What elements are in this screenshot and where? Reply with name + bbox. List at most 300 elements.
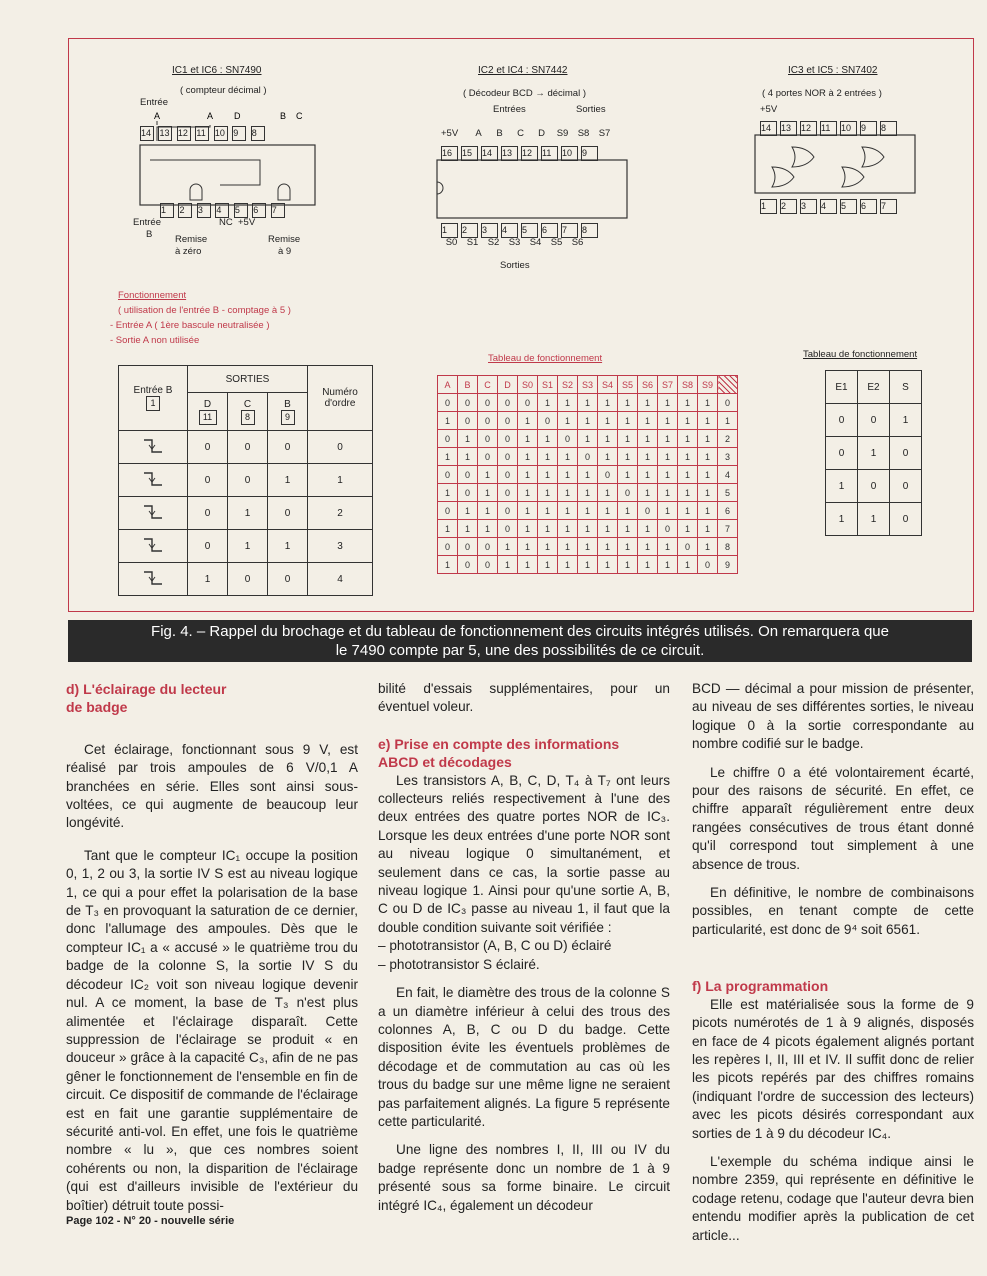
- t2-row: [438, 556, 738, 574]
- t3-cell: 0: [826, 404, 858, 437]
- col2-paragraph: En fait, le diamètre des trous de la colonne S a un diamètre inférieur à celui des trous des colonnes A, B, C ou D du badge. Cette disposition évite les éventuels problèmes de décodage et de commutation au cas où les trous du badge sur une même ligne ne seraient pas parfaitement alignés. La figure 5 représente cette particularité.: [378, 985, 670, 1129]
- ic2-truth-table: [437, 375, 738, 574]
- t2-cell: 1: [698, 520, 718, 538]
- t2-cell: 1: [518, 502, 538, 520]
- ic1-remise-9-2: à 9: [278, 246, 292, 257]
- t2-cell: 1: [618, 430, 638, 448]
- ic1-pin: 5: [234, 203, 248, 218]
- t2-header-cell: S7: [658, 376, 678, 394]
- t2-header-cell: S5: [618, 376, 638, 394]
- t2-cell: 6: [718, 502, 738, 520]
- t2-cell: 1: [538, 502, 558, 520]
- col2-paragraph: bilité d'essais supplémentaires, pour un éventuel voleur.: [378, 681, 670, 715]
- t2-cell: 2: [718, 430, 738, 448]
- ic-pin: 9: [860, 121, 877, 136]
- ic-pin-label: S3: [508, 237, 521, 248]
- t1-output-cell: 1: [188, 563, 228, 596]
- t2-cell: 0: [498, 430, 518, 448]
- t3-cell: 0: [858, 404, 890, 437]
- t2-header-cell: A: [438, 376, 458, 394]
- t2-cell: 1: [478, 484, 498, 502]
- ic2-body: [434, 157, 634, 222]
- t3-cell: 1: [826, 470, 858, 503]
- t2-cell: 1: [558, 520, 578, 538]
- ic1-remise-zero: Remise: [175, 234, 208, 245]
- t3-row: [826, 437, 922, 470]
- ic-pin-label: S2: [487, 237, 500, 248]
- ic-pin: 2: [780, 199, 797, 214]
- t3-header-cell: E1: [826, 371, 858, 404]
- ic1-title: IC1 et IC6 : SN7490: [172, 65, 262, 76]
- t2-cell: 1: [678, 448, 698, 466]
- t1-col-b-text: B: [284, 398, 291, 410]
- t3-cell: 1: [858, 437, 890, 470]
- t3-cell: 0: [826, 437, 858, 470]
- t2-cell: 1: [518, 556, 538, 574]
- t1-output-cell: 0: [188, 464, 228, 497]
- t1-clock-edge: [119, 464, 188, 497]
- t2-cell: 1: [718, 412, 738, 430]
- t2-cell: 1: [678, 484, 698, 502]
- ic-pin-label: S7: [598, 128, 611, 139]
- ic1-top-pins: [140, 123, 265, 141]
- t2-cell: 0: [438, 466, 458, 484]
- t2-cell: 0: [718, 394, 738, 412]
- t2-cell: 1: [618, 538, 638, 556]
- ic-pin: 2: [461, 223, 478, 238]
- t2-cell: 1: [558, 466, 578, 484]
- ic-pin-label: B: [496, 128, 503, 139]
- ic1-pin: 1: [160, 203, 174, 218]
- ic1-pin: 13: [158, 126, 172, 141]
- t3-row: [826, 503, 922, 536]
- t2-cell: 1: [538, 538, 558, 556]
- nor-truth-table: [825, 370, 922, 536]
- page-footer: Page 102 - N° 20 - nouvelle série: [66, 1215, 235, 1227]
- t1-output-cell: 0: [268, 431, 308, 464]
- t2-cell: 1: [578, 394, 598, 412]
- t3-cell: 0: [890, 470, 922, 503]
- t2-cell: 1: [678, 394, 698, 412]
- t3-header-cell: E2: [858, 371, 890, 404]
- ic-pin: 6: [860, 199, 877, 214]
- t2-cell: 1: [518, 430, 538, 448]
- svg-text:B: B: [280, 111, 287, 121]
- ic1-pin: 6: [252, 203, 266, 218]
- ic-pin-label: S5: [550, 237, 563, 248]
- t2-cell: 1: [638, 466, 658, 484]
- ic3-title: IC3 et IC5 : SN7402: [788, 65, 878, 76]
- t2-cell: 1: [698, 430, 718, 448]
- t2-cell: 1: [538, 394, 558, 412]
- t1-output-cell: 0: [188, 497, 228, 530]
- t2-cell: 1: [558, 556, 578, 574]
- t2-cell: 1: [518, 538, 538, 556]
- col2-paragraph: Une ligne des nombres I, II, III ou IV du badge représente donc un nombre de 1 à 9 présenté sous sa forme binaire. Le circuit intégré IC₄, également un décodeur: [378, 1142, 670, 1213]
- ic-pin-label: S6: [571, 237, 584, 248]
- ic3-subtitle: ( 4 portes NOR à 2 entrées ): [762, 88, 882, 99]
- ic1-5v-label: +5V: [238, 217, 256, 228]
- t2-header-cell: S8: [678, 376, 698, 394]
- ic1-remise-zero-2: à zéro: [175, 246, 202, 257]
- t2-cell: 1: [598, 394, 618, 412]
- t1-header-numero: Numéro d'ordre: [308, 366, 373, 431]
- t2-cell: 1: [638, 484, 658, 502]
- t2-cell: 0: [478, 394, 498, 412]
- t2-cell: 1: [558, 412, 578, 430]
- ic1-pin: 14: [140, 126, 154, 141]
- t2-cell: 1: [478, 466, 498, 484]
- t2-cell: 1: [578, 538, 598, 556]
- t2-cell: 0: [438, 394, 458, 412]
- t2-cell: 1: [558, 484, 578, 502]
- fonctionnement-line1: ( utilisation de l'entrée B - comptage à 5 ): [118, 305, 291, 316]
- svg-text:A: A: [154, 111, 161, 121]
- t2-cell: 0: [658, 520, 678, 538]
- t2-cell: 1: [658, 412, 678, 430]
- t1-output-cell: 1: [228, 530, 268, 563]
- t2-cell: 0: [498, 502, 518, 520]
- t2-cell: 0: [618, 484, 638, 502]
- t1-row: [119, 530, 373, 563]
- ic-pin: 3: [481, 223, 498, 238]
- t1-col-b: [268, 393, 308, 431]
- t1-output-cell: 1: [268, 530, 308, 563]
- ic-pin-label: D: [538, 128, 545, 139]
- t2-cell: 1: [658, 556, 678, 574]
- t2-cell: 0: [478, 430, 498, 448]
- t2-header-cell: D: [498, 376, 518, 394]
- ic1-pin: 10: [214, 126, 228, 141]
- t2-cell: 1: [638, 430, 658, 448]
- ic2-sorties-top-label: Sorties: [576, 104, 606, 115]
- t1-output-cell: 0: [228, 464, 268, 497]
- t2-row: [438, 466, 738, 484]
- ic-pin: 13: [780, 121, 797, 136]
- t2-cell: 1: [698, 466, 718, 484]
- ic-pin: 11: [820, 121, 837, 136]
- t2-cell: 1: [578, 466, 598, 484]
- t1-pin-b: 1: [146, 396, 160, 411]
- t2-header-cell: S2: [558, 376, 578, 394]
- t2-cell: 1: [518, 466, 538, 484]
- t2-cell: 1: [698, 502, 718, 520]
- ic2-5v-label: +5V: [441, 128, 459, 139]
- t2-cell: 1: [458, 520, 478, 538]
- ic1-entree-label: Entrée: [140, 97, 168, 108]
- t1-order-cell: 1: [308, 464, 373, 497]
- t2-cell: 1: [598, 502, 618, 520]
- t2-cell: 1: [638, 556, 658, 574]
- t1-pin-d: 11: [199, 410, 217, 425]
- t1-pin-c: 8: [241, 410, 255, 425]
- col3-paragraph: BCD — décimal a pour mission de présenter, au niveau de ses différentes sorties, le niveau logique 0 à la sortie correspondante au nombre codifié sur le badge.: [692, 681, 974, 752]
- ic-pin: 12: [800, 121, 817, 136]
- t3-cell: 1: [826, 503, 858, 536]
- t1-order-cell: 4: [308, 563, 373, 596]
- t2-row: [438, 520, 738, 538]
- t2-cell: 8: [718, 538, 738, 556]
- t2-row: [438, 538, 738, 556]
- ic-pin: 8: [581, 223, 598, 238]
- t2-cell: 1: [698, 412, 718, 430]
- t2-cell: 1: [438, 412, 458, 430]
- t2-cell: 1: [558, 394, 578, 412]
- ic1-pin: 3: [197, 203, 211, 218]
- t2-cell: 1: [558, 538, 578, 556]
- t2-cell: 4: [718, 466, 738, 484]
- t2-cell: 1: [578, 412, 598, 430]
- t2-cell: 1: [438, 520, 458, 538]
- t2-cell: 0: [458, 412, 478, 430]
- t2-cell: 1: [678, 556, 698, 574]
- t2-cell: 1: [538, 430, 558, 448]
- t2-cell: 1: [478, 502, 498, 520]
- ic-pin: 14: [760, 121, 777, 136]
- t2-cell: 1: [458, 502, 478, 520]
- t1-output-cell: 0: [268, 497, 308, 530]
- t2-cell: 0: [498, 466, 518, 484]
- t1-clock-edge: [119, 563, 188, 596]
- t2-cell: 1: [618, 412, 638, 430]
- t2-cell: 1: [578, 502, 598, 520]
- ic1-pin: 11: [195, 126, 209, 141]
- t2-cell: 0: [438, 538, 458, 556]
- section-e-heading-2: ABCD et décodages: [378, 754, 512, 771]
- ic-pin: 12: [521, 146, 538, 161]
- t2-cell: 1: [438, 448, 458, 466]
- t1-col-c-text: C: [243, 398, 252, 410]
- t2-cell: 1: [658, 502, 678, 520]
- t1-output-cell: 0: [228, 431, 268, 464]
- ic1-remise-9: Remise: [268, 234, 301, 245]
- fonctionnement-line2: - Entrée A ( 1ère bascule neutralisée ): [110, 320, 270, 331]
- ic1-subtitle: ( compteur décimal ): [180, 85, 267, 96]
- t1-row: [119, 563, 373, 596]
- t1-output-cell: 0: [188, 530, 228, 563]
- ic-pin: 5: [840, 199, 857, 214]
- t3-cell: 1: [858, 503, 890, 536]
- t2-cell: 1: [678, 520, 698, 538]
- ic-pin: 4: [501, 223, 518, 238]
- table2-title: Tableau de fonctionnement: [488, 353, 603, 364]
- t2-cell: 0: [458, 394, 478, 412]
- t2-cell: 0: [458, 556, 478, 574]
- t2-cell: 0: [458, 538, 478, 556]
- ic3-5v-label: +5V: [760, 104, 778, 115]
- ic-pin: 7: [880, 199, 897, 214]
- t2-cell: 0: [478, 448, 498, 466]
- t1-order-cell: 3: [308, 530, 373, 563]
- t2-cell: 1: [638, 520, 658, 538]
- t3-cell: 1: [890, 404, 922, 437]
- t2-cell: 1: [638, 448, 658, 466]
- ic-pin: 3: [800, 199, 817, 214]
- t2-cell: 1: [558, 502, 578, 520]
- t2-cell: 1: [578, 430, 598, 448]
- t2-header-cell: B: [458, 376, 478, 394]
- t2-cell: 0: [678, 538, 698, 556]
- ic-pin: 10: [840, 121, 857, 136]
- t2-cell: 0: [598, 466, 618, 484]
- t3-header-cell: S: [890, 371, 922, 404]
- ic1-pin: 4: [215, 203, 229, 218]
- t2-cell: 1: [498, 556, 518, 574]
- col2-paragraph: Les transistors A, B, C, D, T₄ à T₇ ont leurs collecteurs reliés respectivement à l'une des deux entrées des quatre portes NOR de IC₃. Lorsque les deux entrées d'une porte NOR sont au niveau logique 0 simultanément, et seulement dans ce cas, la sortie passe au niveau logique 1. Ainsi pour qu'une sortie A, B, C ou D de IC₃ passe au niveau 1, il faut que la double condition suivante soit vérifiée :: [378, 772, 670, 935]
- t2-cell: 1: [678, 430, 698, 448]
- t2-cell: 1: [518, 448, 538, 466]
- ic-pin: 7: [561, 223, 578, 238]
- ic1-bottom-pins: [160, 200, 285, 218]
- t1-output-cell: 0: [228, 563, 268, 596]
- t2-cell: 1: [598, 412, 618, 430]
- t1-row: [119, 431, 373, 464]
- column-1: [66, 680, 358, 1215]
- t2-cell: 1: [698, 394, 718, 412]
- t2-cell: 1: [618, 466, 638, 484]
- t2-cell: 1: [478, 520, 498, 538]
- t2-cell: 1: [538, 520, 558, 538]
- ic-pin: 11: [541, 146, 558, 161]
- t2-cell: 0: [438, 430, 458, 448]
- t2-header-cell: [718, 376, 738, 394]
- t2-cell: 1: [458, 430, 478, 448]
- svg-text:C: C: [296, 111, 303, 121]
- ic2-entrees-label: Entrées: [493, 104, 526, 115]
- t2-cell: 5: [718, 484, 738, 502]
- t2-cell: 0: [698, 556, 718, 574]
- ic-pin-label: S8: [577, 128, 590, 139]
- t1-header-sorties: SORTIES: [188, 366, 308, 393]
- fonctionnement-title: Fonctionnement: [118, 290, 187, 301]
- section-e-heading: e) Prise en compte des informations: [378, 735, 620, 752]
- t1-row: [119, 497, 373, 530]
- ic-pin-label: C: [517, 128, 524, 139]
- section-d-heading-2: de badge: [66, 699, 128, 716]
- t2-cell: 1: [518, 520, 538, 538]
- ic1-entree-b-letter: B: [146, 229, 153, 240]
- t2-cell: 1: [578, 520, 598, 538]
- ic2-sorties-bottom-label: Sorties: [500, 260, 530, 271]
- col2-list-item: – phototransistor (A, B, C ou D) éclairé: [378, 938, 612, 954]
- t2-cell: 1: [498, 538, 518, 556]
- t2-cell: 1: [538, 466, 558, 484]
- ic1-nc-label: NC: [219, 217, 233, 228]
- t2-cell: 1: [598, 556, 618, 574]
- t2-cell: 0: [538, 412, 558, 430]
- col3-paragraph: En définitive, le nombre de combinaisons possibles, en tenant compte de cette particularité, est donc de 9⁴ soit 6561.: [692, 885, 974, 937]
- t2-cell: 0: [578, 448, 598, 466]
- t2-cell: 1: [698, 538, 718, 556]
- t2-row: [438, 430, 738, 448]
- t1-order-cell: 0: [308, 431, 373, 464]
- t1-output-cell: 1: [268, 464, 308, 497]
- t2-cell: 0: [558, 430, 578, 448]
- figure-caption: [68, 620, 972, 662]
- t2-cell: 1: [598, 430, 618, 448]
- t2-cell: 1: [678, 412, 698, 430]
- section-d-heading: d) L'éclairage du lecteur: [66, 681, 227, 697]
- t2-cell: 0: [498, 520, 518, 538]
- t2-cell: 0: [498, 412, 518, 430]
- t2-cell: 1: [658, 538, 678, 556]
- t2-cell: 7: [718, 520, 738, 538]
- t2-header-cell: S1: [538, 376, 558, 394]
- t3-row: [826, 470, 922, 503]
- t2-cell: 1: [618, 394, 638, 412]
- t2-header-cell: S0: [518, 376, 538, 394]
- t2-cell: 0: [498, 484, 518, 502]
- ic1-pin: 8: [251, 126, 265, 141]
- t3-row: [826, 404, 922, 437]
- t2-cell: 1: [678, 502, 698, 520]
- t2-cell: 1: [578, 556, 598, 574]
- t2-cell: 1: [618, 448, 638, 466]
- t2-cell: 3: [718, 448, 738, 466]
- ic2-bottom-pins: [441, 220, 601, 238]
- column-3: [692, 680, 974, 1245]
- t1-header-entree-b-text: Entrée B: [133, 385, 173, 396]
- t1-order-cell: 2: [308, 497, 373, 530]
- t2-cell: 1: [598, 538, 618, 556]
- t2-cell: 1: [638, 412, 658, 430]
- ic2-title: IC2 et IC4 : SN7442: [478, 65, 568, 76]
- t2-header-cell: S9: [698, 376, 718, 394]
- t2-cell: 1: [618, 556, 638, 574]
- ic-pin-label: S9: [556, 128, 569, 139]
- t2-cell: 1: [698, 484, 718, 502]
- ic-pin: 16: [441, 146, 458, 161]
- t2-cell: 1: [638, 394, 658, 412]
- col3-paragraph: L'exemple du schéma indique ainsi le nombre 2359, qui représente en définitive le codage retenu, codage que l'auteur devra bien entendu modifier après la publication de cet article...: [692, 1153, 974, 1243]
- t1-col-d-text: D: [203, 398, 212, 410]
- ic3-gates: [752, 132, 922, 197]
- t2-cell: 1: [618, 520, 638, 538]
- t2-header-cell: S6: [638, 376, 658, 394]
- t2-cell: 1: [658, 394, 678, 412]
- col1-paragraph: Cet éclairage, fonctionnant sous 9 V, est réalisé par trois ampoules de 6 V/0,1 A branchées en série. Elles sont ainsi sous-voltées, ce qui augmente de beaucoup leur longévité.: [66, 741, 358, 831]
- t2-row: [438, 394, 738, 412]
- ic-pin: 4: [820, 199, 837, 214]
- t3-cell: 0: [890, 437, 922, 470]
- ic-pin: 1: [441, 223, 458, 238]
- t2-cell: 1: [538, 448, 558, 466]
- t1-clock-edge: [119, 530, 188, 563]
- t1-output-cell: 0: [268, 563, 308, 596]
- t2-cell: 1: [638, 538, 658, 556]
- ic2-subtitle: ( Décodeur BCD → décimal ): [463, 88, 587, 99]
- ic1-entree-b-label: Entrée: [133, 217, 161, 228]
- col2-list-item: – phototransistor S éclairé.: [378, 956, 540, 972]
- ic-pin: 5: [521, 223, 538, 238]
- t1-clock-edge: [119, 431, 188, 464]
- t2-cell: 1: [698, 448, 718, 466]
- t2-header-cell: C: [478, 376, 498, 394]
- t1-output-cell: 0: [188, 431, 228, 464]
- t2-cell: 0: [518, 394, 538, 412]
- t2-cell: 1: [598, 484, 618, 502]
- t1-row: [119, 464, 373, 497]
- t2-cell: 1: [658, 466, 678, 484]
- t1-clock-edge: [119, 497, 188, 530]
- column-2: [378, 680, 670, 1215]
- t2-cell: 1: [518, 484, 538, 502]
- ic1-pin: 9: [232, 126, 246, 141]
- t2-cell: 1: [438, 484, 458, 502]
- t2-cell: 0: [498, 448, 518, 466]
- ic3-bottom-pins: [760, 196, 900, 214]
- t2-cell: 1: [678, 466, 698, 484]
